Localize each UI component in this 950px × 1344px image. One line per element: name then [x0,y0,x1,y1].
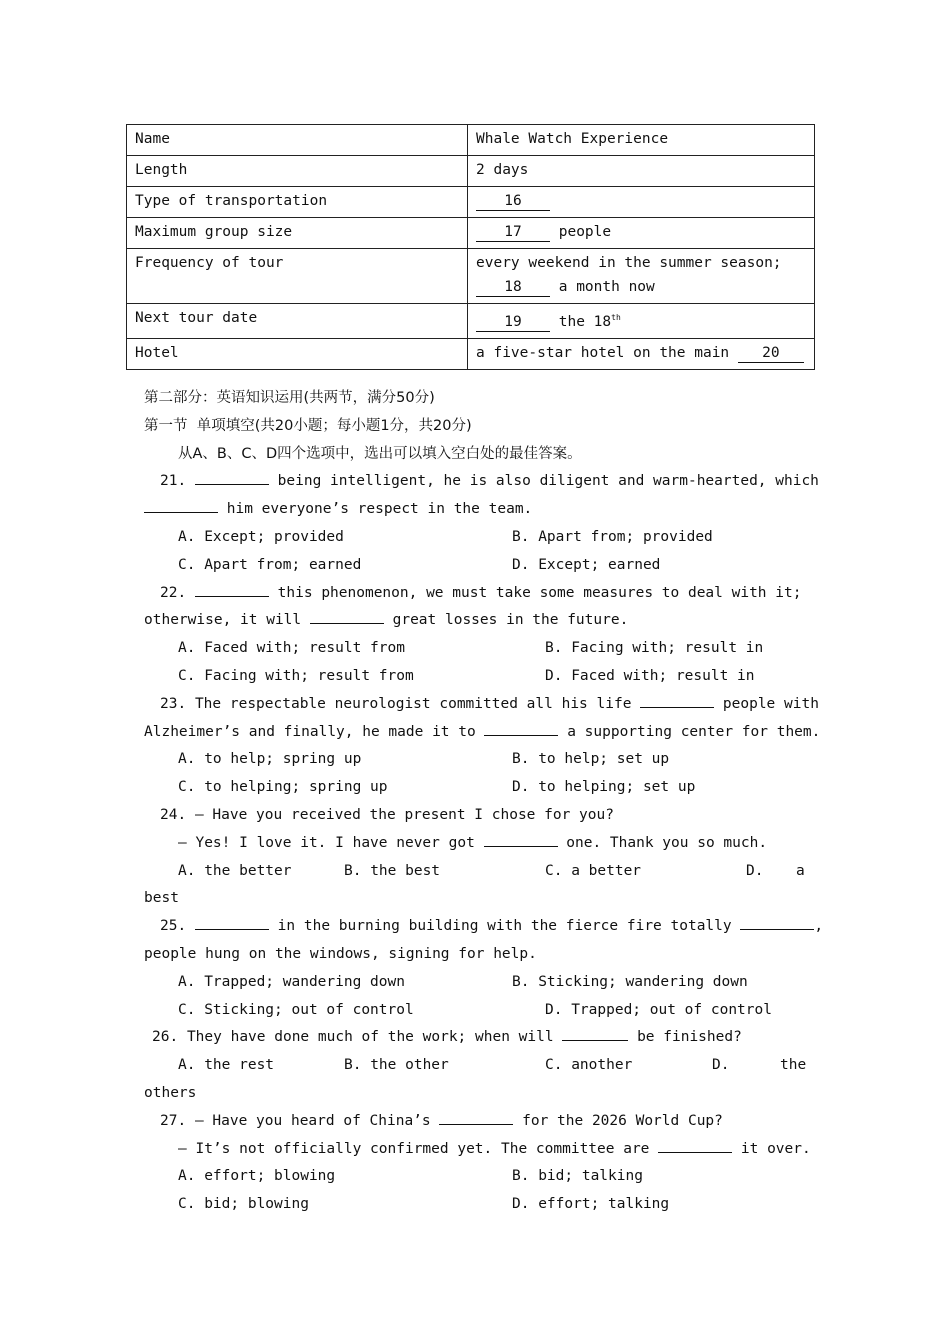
option-c[interactable]: C. a better [545,862,642,879]
row-label: Maximum group size [127,218,468,249]
question-25-options-2 [144,997,807,1025]
question-number: 24. [160,806,187,823]
question-24-options-wrap: best [144,890,179,907]
table-row [127,187,815,218]
question-26-options [144,1052,807,1080]
question-27-options-1 [144,1163,807,1191]
question-26-options-wrap: others [144,1084,197,1101]
answer-blank-19[interactable]: 19 [476,314,550,332]
option-c[interactable]: C. bid; blowing [178,1196,309,1213]
question-23-options-2 [144,774,807,802]
question-text: be finished? [637,1029,742,1046]
answer-blank[interactable] [310,609,384,624]
question-text: — Have you received the present I chose for you? [194,806,614,823]
question-number: 22. [160,584,187,601]
question-24-line1 [144,802,807,830]
row-value [468,187,815,218]
option-c[interactable]: C. Sticking; out of control [178,1001,414,1018]
question-text: — It’s not officially confirmed yet. The committee are [178,1140,650,1157]
question-21-line1 [144,468,819,496]
row-text: every weekend in the summer season; [476,255,782,271]
answer-blank[interactable] [640,693,714,708]
question-section [144,385,824,1219]
option-d[interactable]: D. Faced with; result in [545,667,755,684]
table-row [127,249,815,304]
question-text: great losses in the future. [392,612,629,629]
row-value: Whale Watch Experience [468,125,815,156]
option-d[interactable]: D. [746,862,764,879]
option-b[interactable]: B. the best [344,862,441,879]
question-number: 25. [160,918,187,935]
answer-blank[interactable] [484,832,558,847]
question-21-options-2 [144,552,807,580]
option-d-text[interactable]: the [780,1057,807,1074]
option-d[interactable]: D. effort; talking [512,1196,670,1213]
question-24-options [144,858,807,886]
option-c[interactable]: C. to helping; spring up [178,779,388,796]
question-text: being intelligent, he is also diligent and warm-hearted, which [277,473,819,490]
row-label: Frequency of tour [127,249,468,304]
answer-blank-20[interactable]: 20 [738,345,804,363]
answer-blank[interactable] [562,1026,628,1041]
row-label: Type of transportation [127,187,468,218]
question-text: him everyone’s respect in the team. [226,501,533,518]
question-22-options-1 [144,635,807,663]
question-number: 23. [160,695,187,712]
question-26-line1 [144,1024,807,1052]
question-text: for the 2026 World Cup? [522,1112,723,1129]
question-text: in the burning building with the fierce fire totally [277,918,732,935]
option-d[interactable]: D. Except; earned [512,556,661,573]
table-row [127,304,815,339]
option-b[interactable]: B. Sticking; wandering down [512,973,748,990]
row-value [468,338,815,369]
tour-info-table [126,124,815,370]
answer-blank[interactable] [658,1138,732,1153]
option-d[interactable]: D. Trapped; out of control [545,1001,772,1018]
row-suffix: a month now [558,279,655,295]
row-label: Name [127,125,468,156]
question-22-options-2 [144,663,807,691]
option-b[interactable]: B. bid; talking [512,1168,643,1185]
answer-blank[interactable] [195,582,269,597]
question-text: one. Thank you so much. [566,834,768,851]
option-c[interactable]: C. Apart from; earned [178,556,362,573]
question-27-line1 [144,1108,807,1136]
question-number: 21. [160,473,187,490]
question-25-line1 [144,913,824,941]
question-27-options-2 [144,1191,807,1219]
row-label: Next tour date [127,304,468,339]
question-23-options-1 [144,746,807,774]
option-a[interactable]: A. Trapped; wandering down [178,973,405,990]
question-23-line2 [144,719,821,747]
question-25-line2: people hung on the windows, signing for help. [144,945,537,962]
question-text: They have done much of the work; when will [186,1029,554,1046]
option-b[interactable]: B. Facing with; result in [545,640,764,657]
table-row [127,218,815,249]
section-title: 第一节 单项填空(共20小题；每小题1分，共20分) [144,417,472,434]
question-21-line2 [144,496,807,524]
option-a[interactable]: A. Except; provided [178,528,344,545]
answer-blank-16[interactable]: 16 [476,193,550,211]
question-text: — Have you heard of China’s [194,1112,431,1129]
question-23-line1 [144,691,819,719]
row-suffix: people [558,224,612,240]
question-text: it over. [740,1140,811,1157]
table-row [127,125,815,156]
question-21-options-1 [144,524,807,552]
answer-blank[interactable] [195,470,269,485]
row-value [468,304,815,339]
row-label: Length [127,156,468,187]
option-b[interactable]: B. Apart from; provided [512,528,713,545]
row-value [468,218,815,249]
option-a[interactable]: A. to help; spring up [178,751,362,768]
question-text: a supporting center for them. [567,723,821,740]
question-27-line2 [144,1136,811,1164]
answer-blank[interactable] [484,721,558,736]
row-value: 2 days [468,156,815,187]
row-value [468,249,815,304]
ordinal-suffix: th [611,313,621,322]
table-row [127,156,815,187]
question-text: this phenomenon, we must take some measures to deal with it; [277,584,802,601]
question-24-line2 [144,830,807,858]
instructions: 从A、B、C、D四个选项中，选出可以填入空白处的最佳答案。 [178,445,582,462]
question-text: — Yes! I love it. I have never got [178,834,475,851]
answer-blank[interactable] [740,915,814,930]
row-text: a five-star hotel on the main [476,344,730,361]
option-a[interactable]: A. Faced with; result from [178,640,405,657]
option-d[interactable]: D. [712,1057,730,1074]
question-text: otherwise, it will [144,612,302,629]
answer-blank[interactable] [195,915,269,930]
part-title: 第二部分：英语知识运用(共两节，满分50分) [144,390,435,406]
question-22-line1 [144,580,807,608]
answer-blank[interactable] [439,1110,513,1125]
row-label: Hotel [127,338,468,369]
question-22-line2 [144,607,807,635]
question-text: Alzheimer’s and finally, he made it to [144,723,476,740]
option-b[interactable]: B. to help; set up [512,751,670,768]
option-c[interactable]: C. another [545,1057,633,1074]
question-number: 26. [152,1029,179,1046]
option-a[interactable]: A. the better [178,862,292,879]
question-text: The respectable neurologist committed all his life [194,695,632,712]
answer-blank-17[interactable]: 17 [476,224,550,242]
question-25-options-1 [144,969,807,997]
option-b[interactable]: B. the other [344,1057,449,1074]
question-text: , [814,918,824,935]
option-a[interactable]: A. the rest [178,1057,275,1074]
option-c[interactable]: C. Facing with; result from [178,667,414,684]
question-text: people with [722,695,819,712]
option-a[interactable]: A. effort; blowing [178,1168,336,1185]
answer-blank-18[interactable]: 18 [476,279,550,297]
option-d-text[interactable]: a [796,862,805,879]
question-number: 27. [160,1112,187,1129]
table-row [127,338,815,369]
option-d[interactable]: D. to helping; set up [512,779,696,796]
row-suffix: the 18 [558,313,612,330]
answer-blank[interactable] [144,498,218,513]
